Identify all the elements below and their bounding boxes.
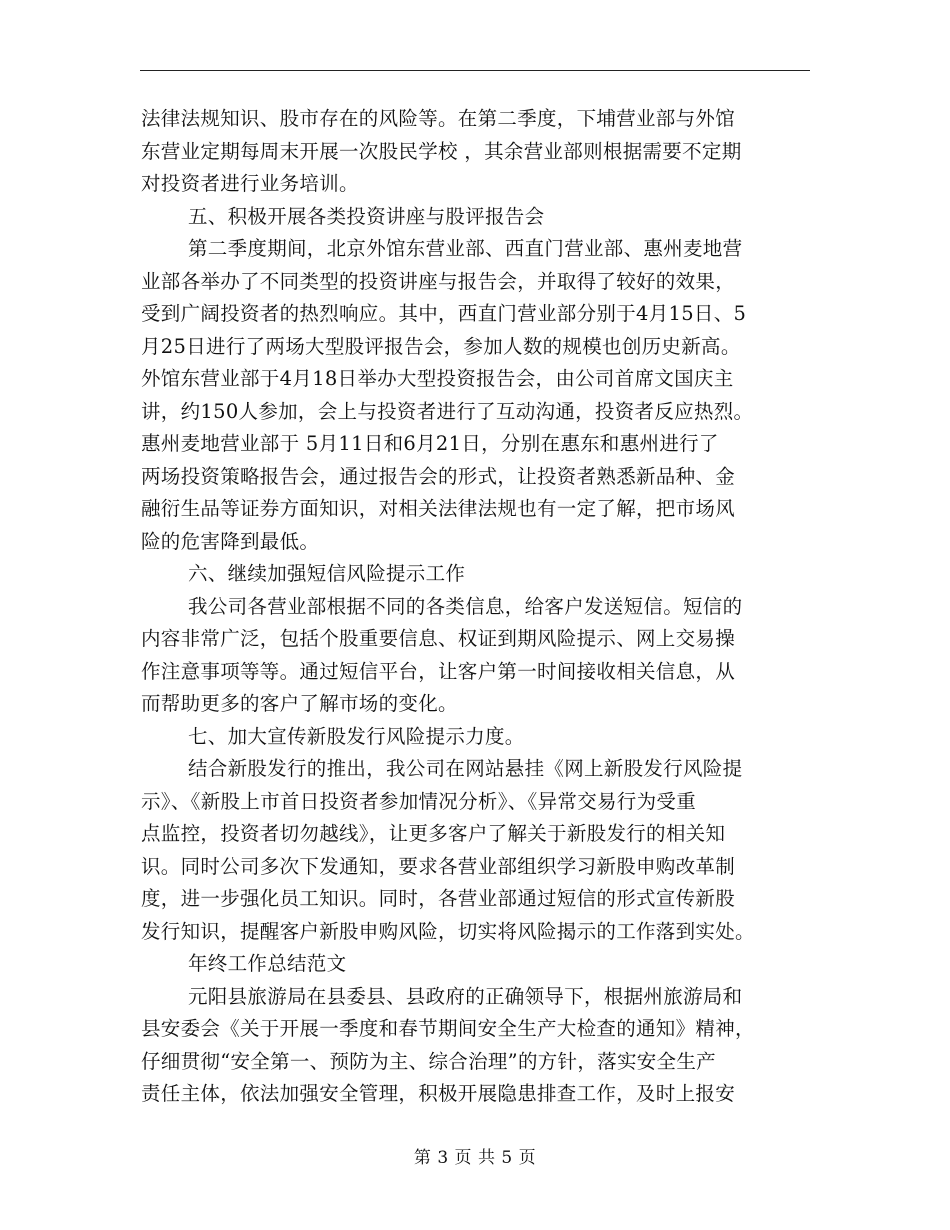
text-line: 受到广阔投资者的热烈响应。其中，西直门营业部分别于4月15日、5 — [141, 302, 747, 325]
text-line: 度，进一步强化员工知识。同时，各营业部通过短信的形式宣传新股 — [141, 887, 736, 910]
text-line: 讲，约150人参加，会上与投资者进行了互动沟通，投资者反应热烈。 — [141, 399, 754, 423]
text-line: 内容非常广泛，包括个股重要信息、权证到期风险提示、网上交易操 — [141, 627, 736, 650]
text-line: 年终工作总结范文 — [188, 952, 347, 975]
text-line: 而帮助更多的客户了解市场的变化。 — [141, 692, 458, 715]
text-line: 六、继续加强短信风险提示工作 — [188, 562, 466, 585]
text-line: 作注意事项等等。通过短信平台，让客户第一时间接收相关信息，从 — [141, 659, 736, 683]
text-line: 惠州麦地营业部于 5月11日和6月21日，分别在惠东和惠州进行了 — [141, 432, 719, 455]
text-line: 险的危害降到最低。 — [141, 529, 320, 553]
text-line: 五、积极开展各类投资讲座与股评报告会 — [188, 204, 545, 228]
text-line: 仔细贯彻“安全第一、预防为主、综合治理”的方针，落实安全生产 — [141, 1049, 716, 1073]
page-number: 第 3 页 共 5 页 — [413, 1148, 537, 1168]
text-line: 外馆东营业部于4月18日举办大型投资报告会，由公司首席文国庆主 — [141, 367, 734, 390]
header-rule — [140, 70, 810, 71]
text-line: 两场投资策略报告会，通过报告会的形式，让投资者熟悉新品种、金 — [141, 464, 736, 488]
text-line: 结合新股发行的推出，我公司在网站悬挂《网上新股发行风险提 — [188, 757, 743, 780]
text-line: 元阳县旅游局在县委县、县政府的正确领导下，根据州旅游局和 — [188, 984, 743, 1008]
text-line: 发行知识，提醒客户新股申购风险，切实将风险揭示的工作落到实处。 — [141, 919, 755, 943]
text-line: 点监控，投资者切勿越线》，让更多客户了解关于新股发行的相关知 — [141, 822, 726, 845]
text-line: 融衍生品等证券方面知识，对相关法律法规也有一定了解，把市场风 — [141, 497, 736, 520]
text-line: 业部各举办了不同类型的投资讲座与报告会，并取得了较好的效果， — [141, 269, 736, 293]
text-line: 七、加大宣传新股发行风险提示力度。 — [188, 724, 525, 748]
text-line: 月25日进行了两场大型股评报告会，参加人数的规模也创历史新高。 — [141, 334, 741, 358]
document-body — [141, 103, 821, 1111]
text-line: 第二季度期间，北京外馆东营业部、西直门营业部、惠州麦地营 — [188, 237, 743, 260]
text-line: 责任主体，依法加强安全管理，积极开展隐患排查工作，及时上报安 — [141, 1082, 736, 1105]
text-line: 识。同时公司多次下发通知，要求各营业部组织学习新股申购改革制 — [141, 854, 736, 878]
text-line: 法律法规知识、股市存在的风险等。在第二季度，下埔营业部与外馆 — [141, 107, 736, 130]
text-line: 县安委会《关于开展一季度和春节期间安全生产大检查的通知》精神， — [141, 1017, 755, 1040]
text-line: 东营业定期每周末开展一次股民学校 ，其余营业部则根据需要不定期 — [141, 139, 742, 163]
text-line: 对投资者进行业务培训。 — [141, 172, 359, 195]
text-line: 我公司各营业部根据不同的各类信息，给客户发送短信。短信的 — [188, 594, 743, 618]
text-line: 示》、《新股上市首日投资者参加情况分析》、《异常交易行为受重 — [141, 789, 697, 813]
